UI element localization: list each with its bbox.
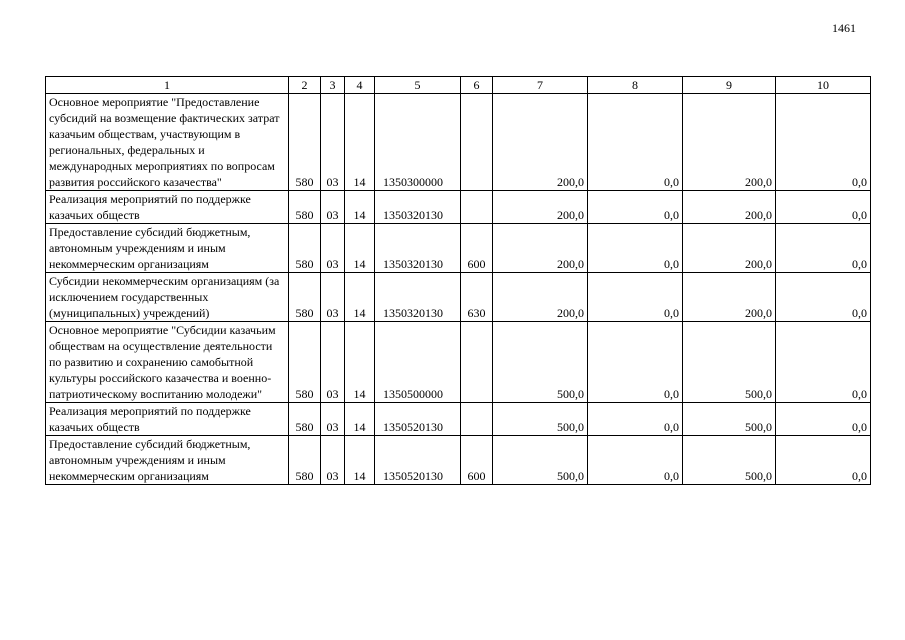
cell-target-article: 1350320130 [375, 273, 461, 322]
table-row [46, 94, 871, 191]
cell-ministry-code: 580 [289, 322, 321, 403]
cell-section: 03 [321, 436, 345, 485]
column-header: 9 [683, 77, 776, 94]
table-row [46, 322, 871, 403]
cell-ministry-code: 580 [289, 224, 321, 273]
column-header: 5 [375, 77, 461, 94]
cell-subsection: 14 [345, 436, 375, 485]
cell-amount-col8: 0,0 [588, 403, 683, 436]
cell-amount-col10: 0,0 [776, 94, 871, 191]
cell-amount-col10: 0,0 [776, 191, 871, 224]
cell-expense-type [461, 403, 493, 436]
cell-amount-col8: 0,0 [588, 191, 683, 224]
cell-target-article: 1350320130 [375, 224, 461, 273]
cell-section: 03 [321, 224, 345, 273]
column-header: 4 [345, 77, 375, 94]
column-header: 7 [493, 77, 588, 94]
column-header: 8 [588, 77, 683, 94]
table-row [46, 273, 871, 322]
cell-amount-total: 500,0 [493, 436, 588, 485]
cell-amount-col8: 0,0 [588, 322, 683, 403]
cell-amount-col8: 0,0 [588, 273, 683, 322]
row-name: Основное мероприятие "Субсидии казачьим обществам на осуществление деятельности по развитию и сохранению самобытной культуры российского казачества и военно-патриотическому воспитанию молодежи" [46, 322, 289, 403]
cell-subsection: 14 [345, 94, 375, 191]
cell-ministry-code: 580 [289, 436, 321, 485]
cell-amount-col9: 500,0 [683, 436, 776, 485]
cell-subsection: 14 [345, 191, 375, 224]
cell-subsection: 14 [345, 322, 375, 403]
cell-amount-col8: 0,0 [588, 436, 683, 485]
cell-expense-type: 630 [461, 273, 493, 322]
cell-amount-total: 200,0 [493, 191, 588, 224]
table-row [46, 403, 871, 436]
cell-ministry-code: 580 [289, 94, 321, 191]
cell-section: 03 [321, 191, 345, 224]
cell-amount-col10: 0,0 [776, 273, 871, 322]
cell-target-article: 1350320130 [375, 191, 461, 224]
cell-expense-type [461, 191, 493, 224]
table-row [46, 436, 871, 485]
column-header: 3 [321, 77, 345, 94]
cell-section: 03 [321, 273, 345, 322]
cell-ministry-code: 580 [289, 191, 321, 224]
table-header-row [46, 77, 871, 94]
cell-amount-total: 500,0 [493, 403, 588, 436]
cell-subsection: 14 [345, 403, 375, 436]
cell-amount-total: 500,0 [493, 322, 588, 403]
cell-amount-col9: 200,0 [683, 273, 776, 322]
cell-ministry-code: 580 [289, 403, 321, 436]
column-header: 1 [46, 77, 289, 94]
cell-expense-type [461, 322, 493, 403]
cell-amount-col9: 200,0 [683, 94, 776, 191]
column-header: 2 [289, 77, 321, 94]
cell-target-article: 1350500000 [375, 322, 461, 403]
row-name: Реализация мероприятий по поддержке казачьих обществ [46, 403, 289, 436]
cell-amount-col10: 0,0 [776, 436, 871, 485]
cell-subsection: 14 [345, 224, 375, 273]
cell-amount-col9: 200,0 [683, 224, 776, 273]
cell-amount-col10: 0,0 [776, 403, 871, 436]
cell-section: 03 [321, 322, 345, 403]
cell-expense-type: 600 [461, 224, 493, 273]
budget-table [45, 76, 871, 485]
cell-amount-col10: 0,0 [776, 224, 871, 273]
row-name: Субсидии некоммерческим организациям (за исключением государственных (муниципальных) учреждений) [46, 273, 289, 322]
cell-amount-col9: 200,0 [683, 191, 776, 224]
cell-amount-col10: 0,0 [776, 322, 871, 403]
row-name: Предоставление субсидий бюджетным, автономным учреждениям и иным некоммерческим организациям [46, 436, 289, 485]
cell-amount-col8: 0,0 [588, 224, 683, 273]
table-row [46, 224, 871, 273]
cell-amount-total: 200,0 [493, 273, 588, 322]
cell-expense-type [461, 94, 493, 191]
cell-section: 03 [321, 403, 345, 436]
row-name: Предоставление субсидий бюджетным, автономным учреждениям и иным некоммерческим организациям [46, 224, 289, 273]
column-header: 10 [776, 77, 871, 94]
cell-amount-total: 200,0 [493, 224, 588, 273]
cell-target-article: 1350300000 [375, 94, 461, 191]
cell-subsection: 14 [345, 273, 375, 322]
cell-amount-col9: 500,0 [683, 322, 776, 403]
cell-target-article: 1350520130 [375, 436, 461, 485]
cell-amount-total: 200,0 [493, 94, 588, 191]
page-number: 1461 [832, 21, 856, 35]
cell-ministry-code: 580 [289, 273, 321, 322]
cell-expense-type: 600 [461, 436, 493, 485]
table-row [46, 191, 871, 224]
row-name: Реализация мероприятий по поддержке казачьих обществ [46, 191, 289, 224]
cell-amount-col9: 500,0 [683, 403, 776, 436]
cell-section: 03 [321, 94, 345, 191]
row-name: Основное мероприятие "Предоставление субсидий на возмещение фактических затрат казачьим обществам, участвующим в региональных, федеральных и международных мероприятиях по вопросам развития российского казачества" [46, 94, 289, 191]
column-header: 6 [461, 77, 493, 94]
cell-target-article: 1350520130 [375, 403, 461, 436]
cell-amount-col8: 0,0 [588, 94, 683, 191]
